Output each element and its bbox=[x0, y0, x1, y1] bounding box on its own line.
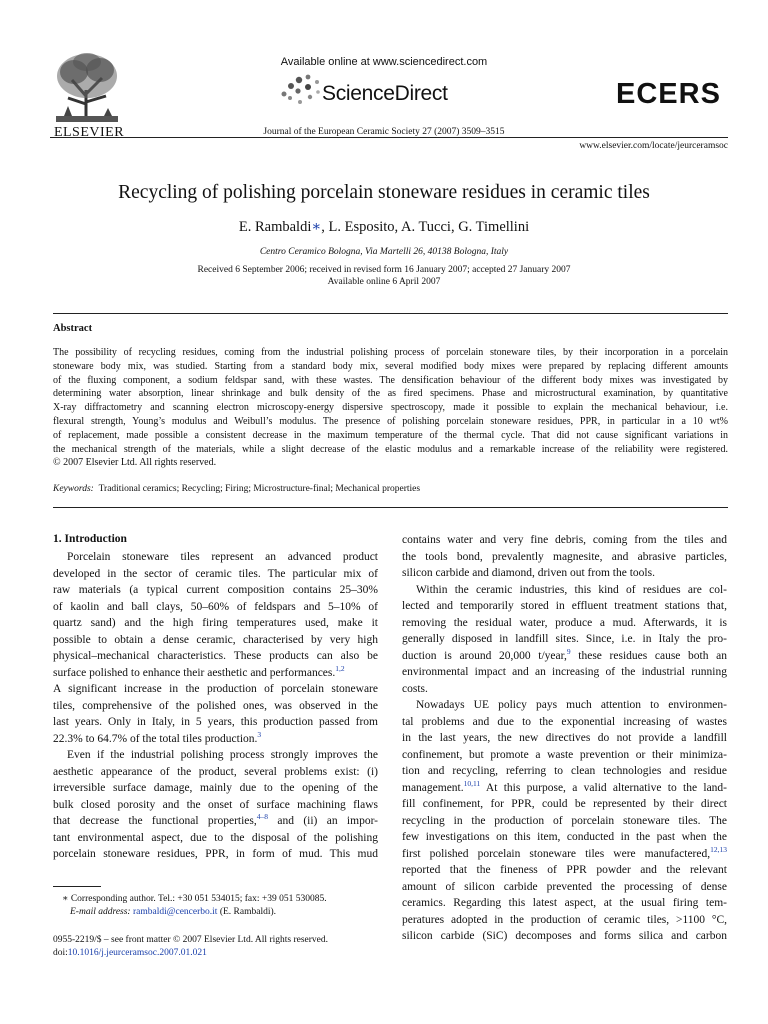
body-line: developed in the sector of ceramic tiles. The particular mix of bbox=[53, 567, 378, 580]
abstract-line: the mechanical strength of the materials, while a slight decrease of the elastic modulus and a remarkable increase of the reliability were registered. bbox=[53, 443, 728, 455]
body-line: quartz sand) and the high firing temperatures used, make it bbox=[53, 617, 378, 629]
body-line: bulk closed porosity and the onset of surface machining flaws bbox=[53, 798, 378, 811]
body-text: these residues cause both an bbox=[570, 649, 727, 662]
body-line: raw materials (a typical current composition contains 25–30% bbox=[53, 584, 378, 596]
abstract-line: determining water absorption, linear shrinkage and bulk density of the as fired specimens. Phase and microstructural examination, by quantitative bbox=[53, 388, 728, 400]
received-dates: Received 6 September 2006; received in revised form 16 January 2007; accepted 27 January 2007 bbox=[197, 265, 571, 275]
journal-citation: Journal of the European Ceramic Society 27 (2007) 3509–3515 bbox=[263, 127, 505, 137]
doi-link[interactable]: 10.1016/j.jeurceramsoc.2007.01.021 bbox=[67, 948, 207, 958]
citation-link[interactable]: 3 bbox=[257, 729, 262, 739]
body-text: first polished porcelain stoneware tiles were manufactered, bbox=[402, 847, 711, 860]
available-online-text: Available online at www.sciencedirect.com bbox=[280, 56, 488, 68]
abstract-line: of the fluxing component, a sodium feldspar sand, with these wastes. The densification behaviour of the different body mixes was investigated by bbox=[53, 374, 728, 386]
journal-url[interactable]: www.elsevier.com/locate/jeurceramsoc bbox=[579, 141, 728, 151]
abstract-line: X-ray diffractometry and scanning electron microscopy-energy dispersive spectroscopy, made it possible to explain the mechanical behaviour, i.e. bbox=[53, 402, 728, 414]
body-line: few investigations on this item, conducted in the past when the bbox=[402, 831, 727, 843]
footnote-divider bbox=[53, 886, 101, 887]
body-line: amount of silicon carbide prevented the processing of dense bbox=[402, 880, 727, 893]
sciencedirect-logo-text: ScienceDirect bbox=[322, 82, 448, 105]
body-line: tant environmental aspect, due to the disposal of the polishing bbox=[53, 831, 378, 844]
body-line: porcelain stoneware residues, PPR, in form of mud. This mud bbox=[53, 848, 378, 860]
body-line: Porcelain stoneware tiles represent an advanced product bbox=[67, 551, 378, 563]
author-list bbox=[0, 219, 768, 236]
body-text: that decrease the functional properties, bbox=[53, 815, 257, 827]
citation-link[interactable]: 1,2 bbox=[335, 663, 345, 673]
body-line: Within the ceramic industries, this kind of residues are col- bbox=[416, 583, 727, 596]
left-column bbox=[53, 549, 378, 863]
body-line: confinement, but promote a waste prevention or their minimiza- bbox=[402, 748, 727, 761]
body-line: silicon carbide (SiC) decomposes and forms silica and carbon bbox=[402, 930, 727, 942]
body-line: Even if the industrial polishing process strongly improves the bbox=[67, 749, 378, 761]
body-line: of kaolin and ball clays, 50–60% of feldspars and 5–10% of bbox=[53, 600, 378, 613]
abstract-body bbox=[53, 346, 728, 470]
doi-line bbox=[53, 947, 207, 960]
body-line: lected and temporarily stored in effluent treatment stations that, bbox=[402, 600, 727, 612]
body-line: generally disposed in landfill sites. Since, i.e. in Italy the pro- bbox=[402, 633, 727, 645]
body-text: At this purpose, a valid alternative to the land- bbox=[480, 781, 727, 794]
header-divider bbox=[50, 137, 728, 138]
body-line: reported that the fineness of PPR powder and the relevant bbox=[402, 864, 727, 876]
body-line: recycling in the production of porcelain stoneware tiles. The bbox=[402, 814, 727, 827]
body-line: last years. Only in Italy, in 5 years, this production passed from bbox=[53, 716, 378, 728]
other-authors: , L. Esposito, A. Tucci, G. Timellini bbox=[321, 219, 530, 235]
abstract-line: stoneware body mix, was studied. Starting from a standard body mix, several modified body mixes were prepared by replacing different amounts bbox=[53, 360, 728, 372]
citation-link[interactable]: 4–8 bbox=[256, 812, 269, 821]
body-line: aesthetic appearance of the product, several problems exist: (i) bbox=[53, 765, 378, 778]
body-line: tiles, comprehensive of the polished ones, was observed in the bbox=[53, 699, 378, 712]
citation-link[interactable]: 9 bbox=[566, 646, 571, 656]
abstract-line: of replacement, made possible a consistent decrease in the maximum temperature of the thermal cycle. That did not cause significant variations in bbox=[53, 429, 728, 441]
section-heading-introduction: 1. Introduction bbox=[53, 533, 127, 545]
body-line: the tools bond, prevalently magnesite, and abrasive particles, bbox=[402, 550, 727, 563]
email-footnote bbox=[70, 906, 276, 919]
keywords-list: Traditional ceramics; Recycling; Firing; Microstructure-final; Mechanical properties bbox=[98, 484, 421, 494]
available-online-date: Available online 6 April 2007 bbox=[327, 277, 441, 287]
body-line: tion and recycling, referring to clean technologies and residue bbox=[402, 765, 727, 777]
body-line: silicon carbide and diamond, driven out from the tools. bbox=[402, 567, 655, 579]
citation-link[interactable]: 10,11 bbox=[463, 778, 481, 788]
body-line: Nowadays UE policy pays much attention to environmen- bbox=[416, 699, 727, 711]
email-link[interactable]: rambaldi@cencerbo.it bbox=[132, 907, 218, 917]
body-text: surface polished to enhance their aesthetic and performances. bbox=[53, 666, 336, 679]
body-text: 22.3% to 64.7% of the total tiles production. bbox=[53, 732, 258, 745]
publisher-name: ELSEVIER bbox=[53, 125, 125, 140]
body-line: peratures adopted in the production of ceramic tiles, >1100 °C, bbox=[402, 913, 727, 926]
body-line: fill confinement, for PPR, could be represented by their direct bbox=[402, 798, 727, 810]
body-line bbox=[53, 731, 378, 748]
body-line: removing the residual water, produce a mud. Afterwards, it is bbox=[402, 616, 727, 629]
body-line bbox=[402, 648, 727, 665]
abstract-line: flexural strength, Young’s modulus and Weibull’s modulus. The presence of polishing porcelain stoneware residues, PPR, in particular in a 10 wt% bbox=[53, 415, 728, 427]
email-label: E-mail address: bbox=[70, 907, 131, 917]
abstract-top-divider bbox=[53, 313, 728, 314]
abstract-line: The possibility of recycling residues, coming from the industrial polishing process of porcelain stoneware tiles, by their incorporation in a porcelain bbox=[53, 347, 728, 358]
body-line: in the last years, the new directives do not provide a landfill bbox=[402, 732, 727, 744]
keywords bbox=[53, 484, 420, 494]
body-line bbox=[53, 665, 378, 682]
body-line: environmental impact and an increasing of the industrial running bbox=[402, 666, 727, 678]
affiliation: Centro Ceramico Bologna, Via Martelli 26, 40138 Bologna, Italy bbox=[259, 247, 509, 257]
body-line: contains water and very fine debris, coming from the tiles and bbox=[402, 534, 727, 546]
right-column bbox=[402, 532, 727, 945]
corresponding-author: E. Rambaldi bbox=[238, 219, 312, 235]
body-line bbox=[53, 813, 378, 830]
body-text: management. bbox=[402, 781, 464, 794]
body-line bbox=[402, 780, 727, 797]
abstract-bottom-divider bbox=[53, 507, 728, 508]
citation-link[interactable]: 12,13 bbox=[710, 844, 727, 854]
abstract-copyright: © 2007 Elsevier Ltd. All rights reserved. bbox=[53, 457, 217, 469]
ecers-logo: ECERS bbox=[616, 78, 721, 110]
corresponding-author-footnote: ∗ Corresponding author. Tel.: +30 051 534015; fax: +39 051 530085. bbox=[62, 894, 327, 904]
body-line bbox=[402, 846, 727, 863]
issn-line: 0955-2219/$ – see front matter © 2007 Elsevier Ltd. All rights reserved. bbox=[53, 935, 329, 945]
keywords-label: Keywords: bbox=[53, 484, 94, 494]
body-line: costs. bbox=[402, 682, 428, 695]
body-line: possible to obtain a dense ceramic, characterised by very high bbox=[53, 633, 378, 646]
email-owner: (E. Rambaldi). bbox=[217, 907, 277, 917]
body-text: and (ii) an impor- bbox=[268, 815, 378, 827]
corresponding-author-mark[interactable]: ∗ bbox=[311, 219, 322, 235]
body-text: duction is around 20,000 t/year, bbox=[402, 649, 567, 662]
body-line: ceramics. Regarding this latest aspect, at the usual firing tem- bbox=[402, 897, 727, 909]
article-title: Recycling of polishing porcelain stoneware residues in ceramic tiles bbox=[118, 182, 650, 203]
abstract-heading: Abstract bbox=[53, 323, 93, 334]
body-line: irreversible surface damage, mainly due to the opening of the bbox=[53, 782, 378, 794]
body-line: A significant increase in the production of porcelain stoneware bbox=[53, 683, 378, 695]
doi-label: doi: bbox=[53, 948, 68, 958]
body-line: physical–mechanical characteristics. These products can also be bbox=[53, 650, 378, 662]
body-line: tal problems and due to the exponential increasing of wastes bbox=[402, 715, 727, 728]
